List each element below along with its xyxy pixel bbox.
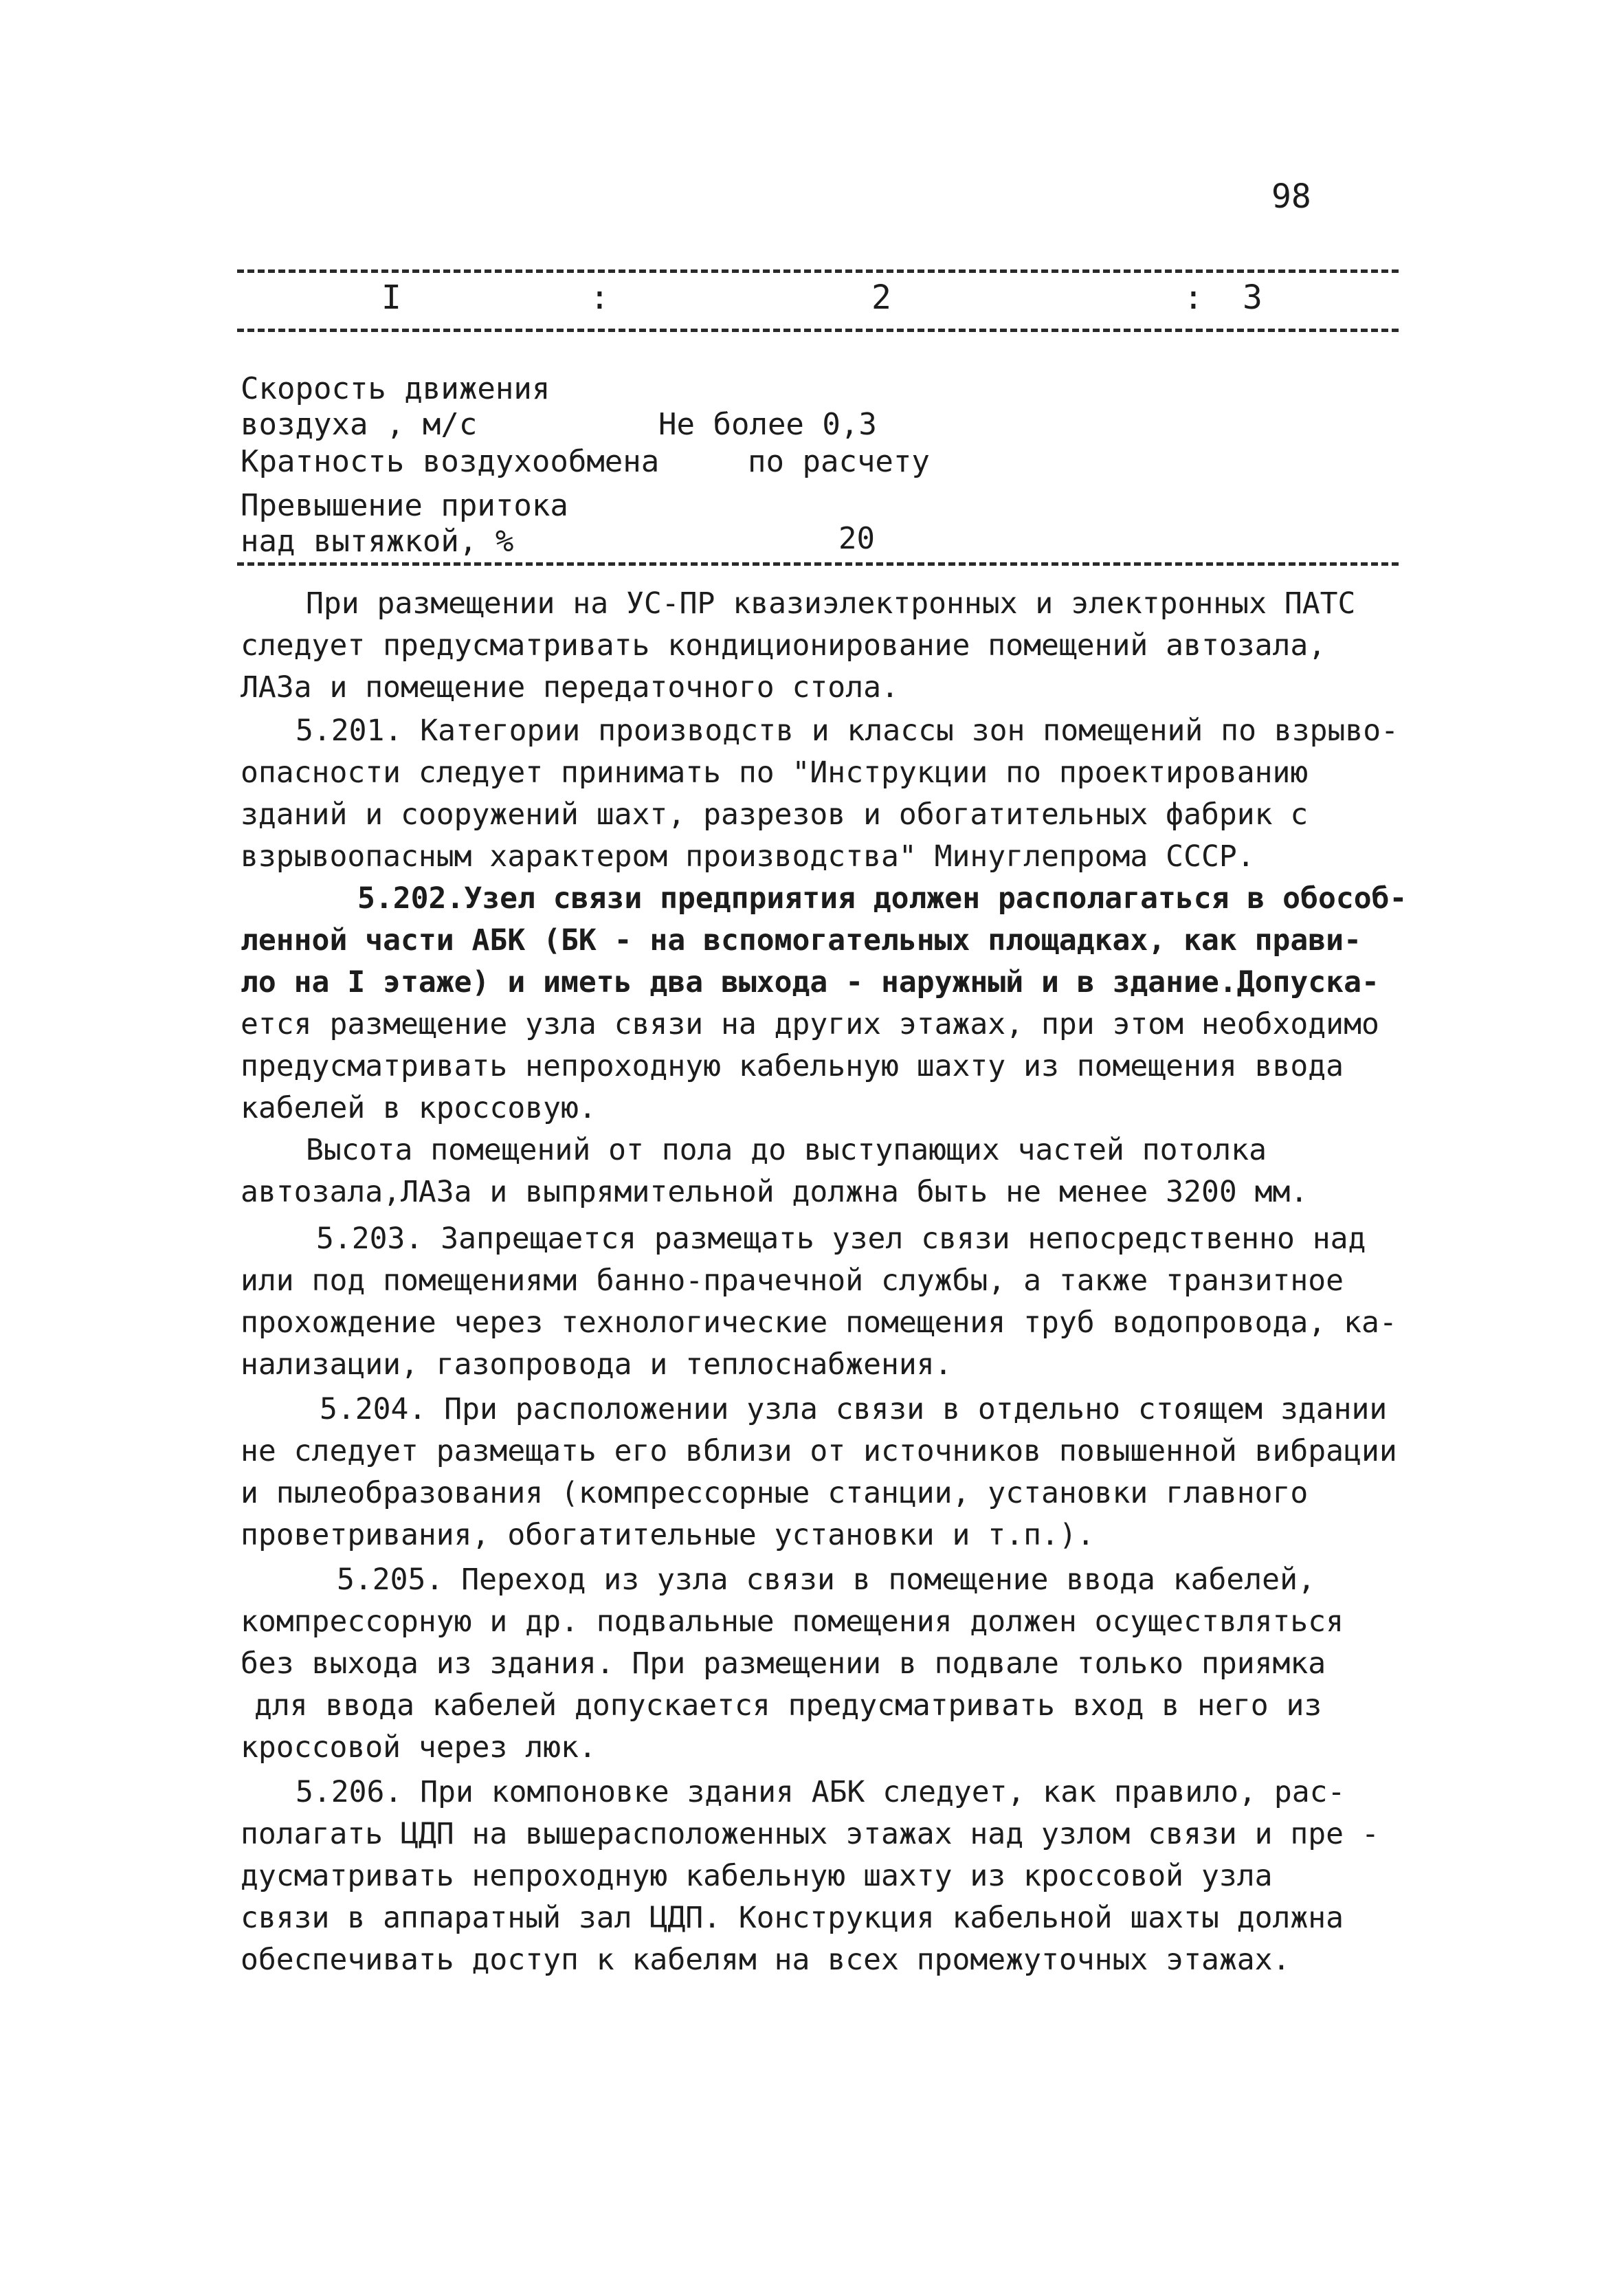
table-row-name: Превышение притока над вытяжкой, % (241, 488, 568, 559)
column-number-1: I (381, 278, 401, 317)
column-number-3: 3 (1243, 278, 1263, 317)
table-header-rule (237, 329, 1399, 332)
table-bottom-rule (237, 562, 1399, 566)
paragraph-ceiling-height: Высота помещений от пола до выступающих частей потолка автозала,ЛАЗа и выпрямительной должна быть не менее 3200 мм. (241, 1133, 1309, 1209)
paragraph-5-206: 5.206. При компоновке здания АБК следует, как правило, рас- полагать ЦДП на вышерасположенных этажах над узлом связи и пре - дусматривать непроходную кабельную шахту из кроссовой узла связи в аппаратный зал ЦДП. Конструкция кабельной шахты должна обеспечивать доступ к кабелям на всех промежуточных этажах. (241, 1775, 1379, 1977)
table-row-name: Кратность воздухообмена (241, 444, 660, 479)
paragraph-5-204: 5.204. При расположении узла связи в отдельно стоящем здании не следует размещать его вблизи от источников повышенной вибрации и пылеобразования (компрессорные станции, установки главного проветривания, обогатительные установки и т.п.). (241, 1392, 1397, 1552)
table-row-value: 20 (838, 521, 875, 556)
table-row-value: Не более 0,3 (658, 407, 877, 442)
page-number: 98 (1271, 177, 1311, 216)
table-top-rule (237, 269, 1399, 273)
column-number-2: 2 (871, 278, 891, 317)
paragraph-5-205: 5.205. Переход из узла связи в помещение ввода кабелей, компрессорную и др. подвальные помещения должен осуществляться без выхода из здания. При размещении в подвале только приямка для ввода кабелей допускается предусматривать вход в него из кроссовой через люк. (241, 1563, 1344, 1765)
table-row-value: по расчету (748, 444, 930, 479)
paragraph-5-201: 5.201. Категории производств и классы зон помещений по взрыво- опасности следует принимать по "Инструкции по проектированию зданий и сооружений шахт, разрезов и обогатительных фабрик с взрывоопасным характером производства" Минуглепрома СССР. (241, 714, 1399, 874)
paragraph-5-203: 5.203. Запрещается размещать узел связи непосредственно над или под помещениями банно-прачечной службы, а также транзитное прохождение через технологические помещения труб водопровода, ка- нализации, газопровода и теплоснабжения. (241, 1222, 1397, 1382)
column-separator-1: : (590, 278, 610, 317)
paragraph-5-202: 5.202.Узел связи предприятия должен располагаться в обособ- ленной части АБК (БК - на вспомогательных площадках, как прави- ло на I этаже) и иметь два выхода - наружный и в здание.Допуска- ется размещение узла связи на других этажах, при этом необходимо предусматривать непроходную кабельную шахту из помещения ввода кабелей в кроссовую. (241, 881, 1408, 1125)
paragraph: При размещении на УС-ПР квазиэлектронных и электронных ПАТС следует предусматривать кондиционирование помещений автозала, ЛАЗа и помещение передаточного стола. (241, 586, 1356, 705)
column-separator-2: : (1183, 278, 1203, 317)
table-row-name: Скорость движения воздуха , м/с (241, 371, 550, 442)
